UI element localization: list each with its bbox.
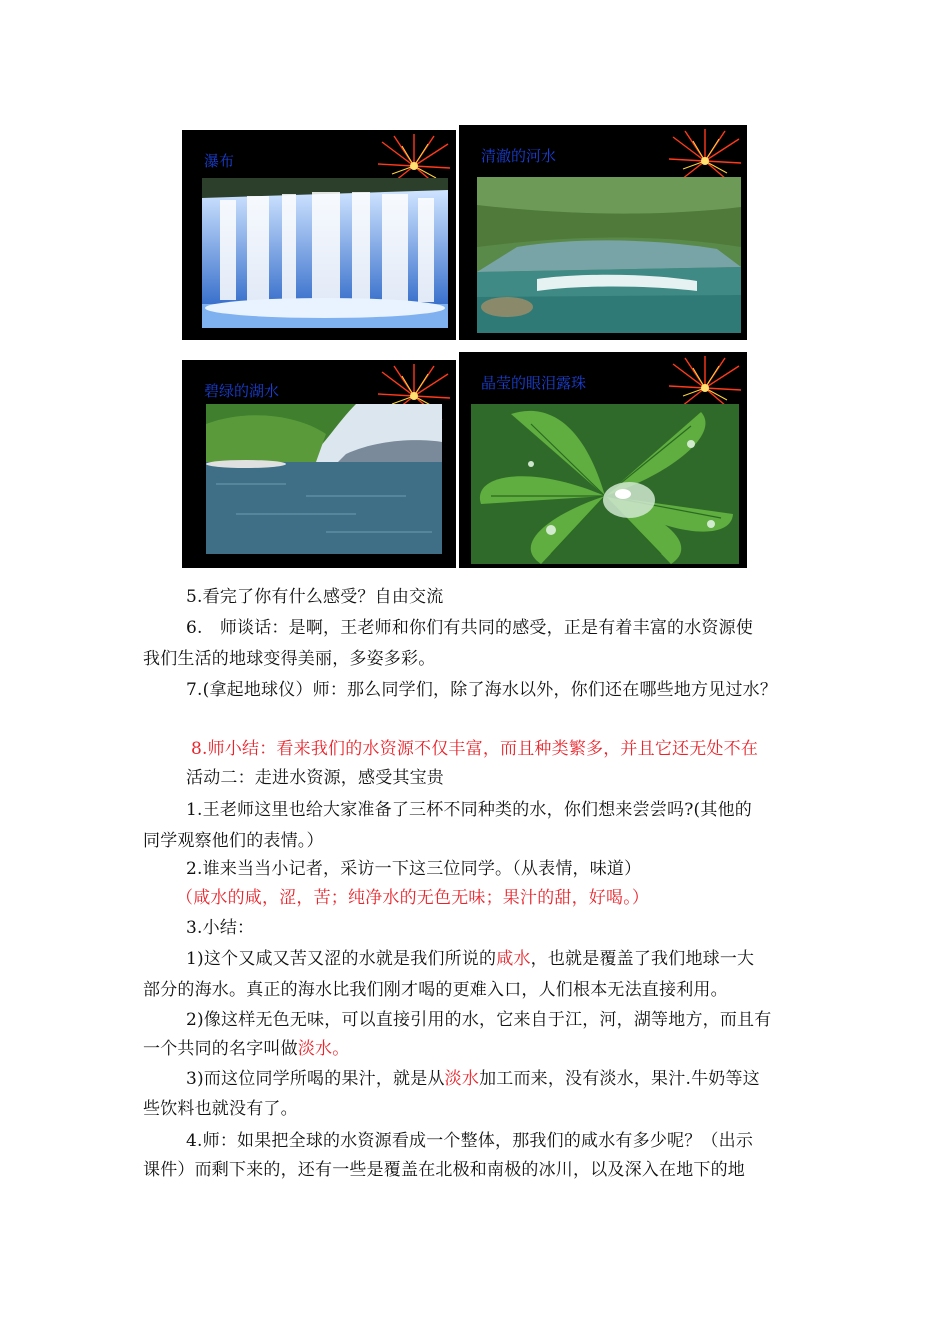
text-line-15	[143, 1038, 349, 1060]
keyword-fresh-water: 淡水	[444, 1069, 480, 1089]
text-segment: 1)这个又咸又苦又涩的水就是我们所说的	[186, 949, 497, 969]
summary-heading: 3.小结：	[186, 918, 255, 938]
text-segment: 加工而来，没有淡水，果汁.牛奶等这	[479, 1069, 760, 1089]
slide-caption: 晶莹的眼泪露珠	[481, 374, 587, 392]
slide-caption: 瀑布	[204, 152, 235, 170]
river-photo	[477, 177, 741, 333]
slide-lake	[182, 360, 456, 568]
text-segment: 3)而这位同学所喝的果汁，就是从	[186, 1069, 445, 1089]
waterfall-photo	[202, 178, 448, 328]
taste-answer-line: （咸水的咸，涩，苦；纯净水的无色无味；果汁的甜，好喝。）	[176, 888, 650, 908]
slide-caption: 碧绿的湖水	[204, 382, 280, 400]
text-line-8: 同学观察他们的表情。）	[143, 831, 324, 851]
text-line-12	[186, 948, 754, 970]
slide-dew	[459, 352, 747, 568]
text-line-16	[186, 1068, 760, 1090]
text-line-19: 课件）而剩下来的，还有一些是覆盖在北极和南极的冰川，以及深入在地下的地	[143, 1160, 745, 1180]
text-line-14: 2)像这样无色无味，可以直接引用的水，它来自于江，河，湖等地方，而且有	[186, 1010, 772, 1030]
summary-line: 8.师小结：看来我们的水资源不仅丰富，而且种类繁多，并且它还无处不在	[191, 739, 759, 759]
dew-leaf-photo	[471, 404, 739, 564]
text-line-1: 5.看完了你有什么感受？自由交流	[186, 587, 444, 607]
text-segment: 一个共同的名字叫做	[143, 1039, 298, 1059]
slide-caption: 清澈的河水	[481, 147, 557, 165]
lake-photo	[206, 404, 442, 554]
text-line-7: 1.王老师这里也给大家准备了三杯不同种类的水，你们想来尝尝吗?(其他的	[186, 800, 752, 820]
text-line-2: 6. 师谈话：是啊，王老师和你们有共同的感受，正是有着丰富的水资源使	[186, 618, 754, 638]
text-line-9: 2.谁来当当小记者，采访一下这三位同学。（从表情，味道）	[186, 859, 642, 879]
keyword-salt-water: 咸水	[496, 949, 531, 969]
slide-river	[459, 125, 747, 340]
text-line-3: 我们生活的地球变得美丽，多姿多彩。	[143, 649, 436, 669]
text-line-4: 7.(拿起地球仪）师：那么同学们，除了海水以外，你们还在哪些地方见过水？	[186, 680, 778, 700]
text-line-13: 部分的海水。真正的海水比我们刚才喝的更难入口，人们根本无法直接利用。	[143, 980, 728, 1000]
slide-waterfall	[182, 130, 456, 340]
keyword-fresh-water: 淡水。	[297, 1039, 350, 1059]
activity-heading: 活动二：走进水资源，感受其宝贵	[186, 768, 444, 788]
text-line-17: 些饮料也就没有了。	[143, 1099, 298, 1119]
text-segment: ，也就是覆盖了我们地球一大	[530, 949, 755, 969]
text-line-18: 4.师：如果把全球的水资源看成一个整体，那我们的咸水有多少呢？（出示	[186, 1131, 754, 1151]
